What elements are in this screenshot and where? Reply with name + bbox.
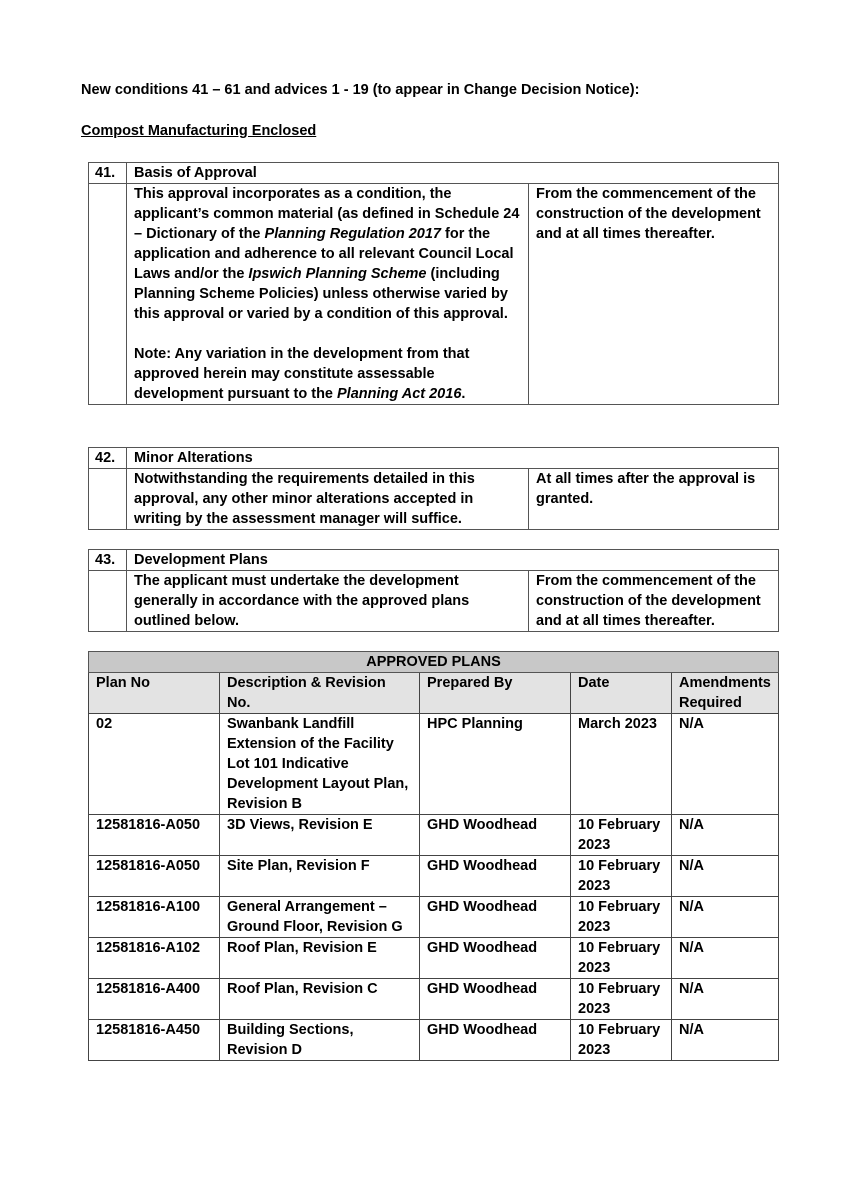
condition-body: Notwithstanding the requirements detailed in this approval, any other minor alterations accepted in writing by the assessment manager will suffice. bbox=[127, 469, 529, 530]
column-header: Description & Revision No. bbox=[220, 673, 420, 714]
condition-number: 43. bbox=[89, 550, 127, 571]
table-row bbox=[89, 856, 779, 897]
page-heading: New conditions 41 – 61 and advices 1 - 19 (to appear in Change Decision Notice): bbox=[81, 82, 640, 98]
plan-prepared-by: GHD Woodhead bbox=[420, 815, 571, 856]
condition-title: Basis of Approval bbox=[127, 163, 779, 184]
section-title: Compost Manufacturing Enclosed bbox=[81, 123, 317, 139]
condition-timing: At all times after the approval is granted. bbox=[529, 469, 779, 530]
condition-number-spacer bbox=[89, 469, 127, 530]
column-header: Prepared By bbox=[420, 673, 571, 714]
condition-timing: From the commencement of the construction of the development and at all times thereafter. bbox=[529, 571, 779, 632]
plan-description: Building Sections, Revision D bbox=[220, 1020, 420, 1061]
plan-prepared-by: GHD Woodhead bbox=[420, 979, 571, 1020]
plan-date: 10 February 2023 bbox=[571, 1020, 672, 1061]
table-row bbox=[89, 979, 779, 1020]
approved-plans-table bbox=[88, 651, 779, 1061]
condition-note: Note: Any variation in the development from that approved herein may constitute assessable development pursuant to the Planning Act 2016. bbox=[134, 346, 470, 402]
column-header: Amendments Required bbox=[672, 673, 779, 714]
condition-41-table bbox=[88, 162, 779, 405]
plan-date: 10 February 2023 bbox=[571, 856, 672, 897]
approved-plans-title: APPROVED PLANS bbox=[89, 652, 779, 673]
plan-date: 10 February 2023 bbox=[571, 897, 672, 938]
condition-number-spacer bbox=[89, 571, 127, 632]
condition-title: Development Plans bbox=[127, 550, 779, 571]
plan-amendments: N/A bbox=[672, 856, 779, 897]
table-row bbox=[89, 714, 779, 815]
plan-description: Site Plan, Revision F bbox=[220, 856, 420, 897]
plan-prepared-by: GHD Woodhead bbox=[420, 856, 571, 897]
column-header: Plan No bbox=[89, 673, 220, 714]
plan-prepared-by: HPC Planning bbox=[420, 714, 571, 815]
table-row bbox=[89, 1020, 779, 1061]
condition-body: The applicant must undertake the development generally in accordance with the approved plans outlined below. bbox=[127, 571, 529, 632]
plan-prepared-by: GHD Woodhead bbox=[420, 938, 571, 979]
plan-date: 10 February 2023 bbox=[571, 938, 672, 979]
plan-number: 12581816-A100 bbox=[89, 897, 220, 938]
plan-number: 12581816-A050 bbox=[89, 815, 220, 856]
plan-number: 12581816-A450 bbox=[89, 1020, 220, 1061]
plan-date: 10 February 2023 bbox=[571, 979, 672, 1020]
plan-amendments: N/A bbox=[672, 979, 779, 1020]
plan-description: Roof Plan, Revision E bbox=[220, 938, 420, 979]
plan-prepared-by: GHD Woodhead bbox=[420, 897, 571, 938]
plan-date: 10 February 2023 bbox=[571, 815, 672, 856]
condition-title: Minor Alterations bbox=[127, 448, 779, 469]
condition-43-table bbox=[88, 549, 779, 632]
condition-42-table bbox=[88, 447, 779, 530]
plan-amendments: N/A bbox=[672, 714, 779, 815]
plan-amendments: N/A bbox=[672, 897, 779, 938]
table-row bbox=[89, 897, 779, 938]
plan-prepared-by: GHD Woodhead bbox=[420, 1020, 571, 1061]
plan-amendments: N/A bbox=[672, 938, 779, 979]
plan-description: 3D Views, Revision E bbox=[220, 815, 420, 856]
plan-amendments: N/A bbox=[672, 815, 779, 856]
condition-number: 41. bbox=[89, 163, 127, 184]
plan-description: General Arrangement – Ground Floor, Revision G bbox=[220, 897, 420, 938]
plan-number: 12581816-A400 bbox=[89, 979, 220, 1020]
table-row bbox=[89, 938, 779, 979]
table-row bbox=[89, 815, 779, 856]
plan-number: 12581816-A102 bbox=[89, 938, 220, 979]
plan-number: 12581816-A050 bbox=[89, 856, 220, 897]
plan-date: March 2023 bbox=[571, 714, 672, 815]
column-header: Date bbox=[571, 673, 672, 714]
plan-number: 02 bbox=[89, 714, 220, 815]
condition-number-spacer bbox=[89, 184, 127, 405]
plan-description: Swanbank Landfill Extension of the Facility Lot 101 Indicative Development Layout Plan, Revision B bbox=[220, 714, 420, 815]
condition-body: This approval incorporates as a condition, the applicant’s common material (as defined in Schedule 24 – Dictionary of the Planning Regulation 2017 for the application and adherence to all relevant Council Local Laws and/or the Ipswich Planning Scheme (including Planning Scheme Policies) unless otherwise varied by this approval or varied by a condition of this approval. Note: Any variation in the development from that approved herein may constitute assessable development pursuant to the Planning Act 2016. bbox=[127, 184, 529, 405]
plan-amendments: N/A bbox=[672, 1020, 779, 1061]
condition-number: 42. bbox=[89, 448, 127, 469]
plan-description: Roof Plan, Revision C bbox=[220, 979, 420, 1020]
condition-timing: From the commencement of the construction of the development and at all times thereafter. bbox=[529, 184, 779, 405]
